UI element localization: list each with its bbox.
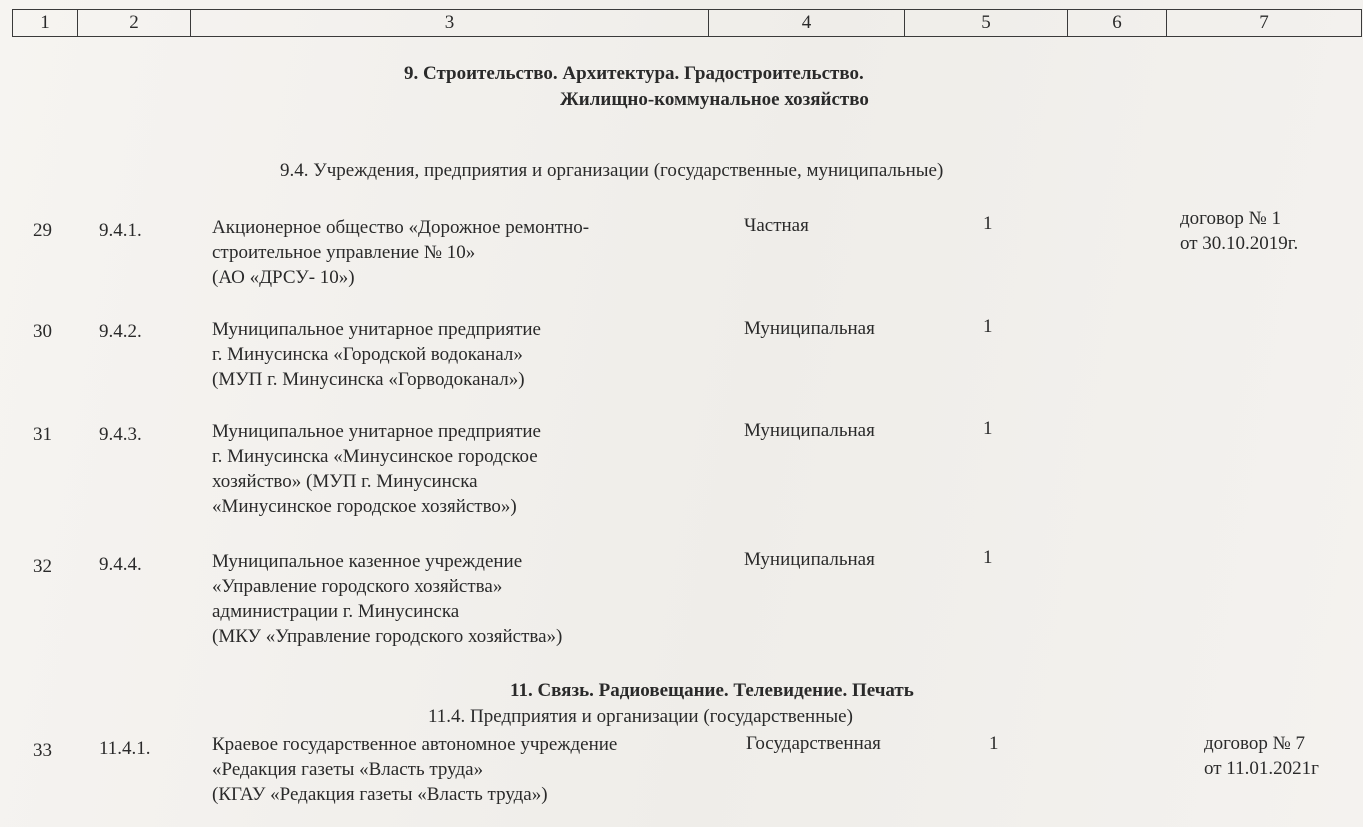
row-code: 11.4.1. (99, 738, 151, 759)
column-number-3: 3 (191, 10, 709, 36)
name-line: (КГАУ «Редакция газеты «Власть труда») (212, 784, 548, 805)
column-number-2: 2 (78, 10, 191, 36)
name-line: Муниципальное унитарное предприятие (212, 421, 541, 442)
name-line: «Минусинское городское хозяйство») (212, 496, 517, 517)
row-quantity: 1 (983, 213, 993, 234)
note-line: договор № 7 (1204, 733, 1305, 754)
name-line: Акционерное общество «Дорожное ремонтно- (212, 217, 590, 238)
row-number: 31 (33, 424, 52, 445)
section-9-title-line-2: Жилищно-коммунальное хозяйство (560, 89, 869, 110)
row-code: 9.4.1. (99, 220, 142, 241)
row-organization-name (212, 732, 617, 807)
row-number: 33 (33, 740, 52, 761)
column-number-6: 6 (1068, 10, 1167, 36)
name-line: (МКУ «Управление городского хозяйства») (212, 626, 563, 647)
note-line: от 11.01.2021г (1204, 758, 1319, 779)
name-line: администрации г. Минусинска (212, 601, 460, 622)
name-line: хозяйство» (МУП г. Минусинска (212, 471, 478, 492)
row-organization-name (212, 419, 541, 519)
row-ownership: Государственная (746, 733, 881, 754)
section-9-title-line-1: 9. Строительство. Архитектура. Градостроительство. (404, 63, 864, 84)
name-line: г. Минусинска «Минусинское городское (212, 446, 538, 467)
row-organization-name (212, 317, 541, 392)
note-line: от 30.10.2019г. (1180, 233, 1299, 254)
column-number-row (12, 9, 1362, 37)
row-contract-note (1204, 731, 1319, 781)
name-line: Краевое государственное автономное учреждение (212, 734, 618, 755)
name-line: Муниципальное унитарное предприятие (212, 319, 541, 340)
row-ownership: Частная (744, 215, 809, 236)
column-number-5: 5 (905, 10, 1068, 36)
column-number-7: 7 (1259, 12, 1269, 33)
name-line: Муниципальное казенное учреждение (212, 551, 523, 572)
row-contract-note (1180, 206, 1298, 256)
name-line: строительное управление № 10» (212, 242, 476, 263)
row-organization-name (212, 549, 562, 649)
row-code: 9.4.3. (99, 424, 142, 445)
name-line: «Редакция газеты «Власть труда» (212, 759, 484, 780)
row-number: 30 (33, 321, 52, 342)
name-line: г. Минусинска «Городской водоканал» (212, 344, 523, 365)
section-11-4-subtitle: 11.4. Предприятия и организации (государственные) (428, 706, 853, 727)
name-line: (МУП г. Минусинска «Горводоканал») (212, 369, 525, 390)
row-number: 32 (33, 556, 52, 577)
row-code: 9.4.4. (99, 554, 142, 575)
column-number-1: 1 (13, 10, 78, 36)
row-quantity: 1 (983, 547, 993, 568)
note-line: договор № 1 (1180, 208, 1281, 229)
row-quantity: 1 (983, 418, 993, 439)
row-organization-name (212, 215, 589, 290)
section-11-title: 11. Связь. Радиовещание. Телевидение. Печать (510, 680, 914, 701)
row-quantity: 1 (983, 316, 993, 337)
row-ownership: Муниципальная (744, 549, 875, 570)
row-number: 29 (33, 220, 52, 241)
section-9-4-subtitle: 9.4. Учреждения, предприятия и организации (государственные, муниципальные) (280, 160, 944, 181)
name-line: «Управление городского хозяйства» (212, 576, 503, 597)
row-quantity: 1 (989, 733, 999, 754)
column-number-4: 4 (709, 10, 905, 36)
name-line: (АО «ДРСУ- 10») (212, 267, 355, 288)
row-ownership: Муниципальная (744, 420, 875, 441)
row-ownership: Муниципальная (744, 318, 875, 339)
row-code: 9.4.2. (99, 321, 142, 342)
